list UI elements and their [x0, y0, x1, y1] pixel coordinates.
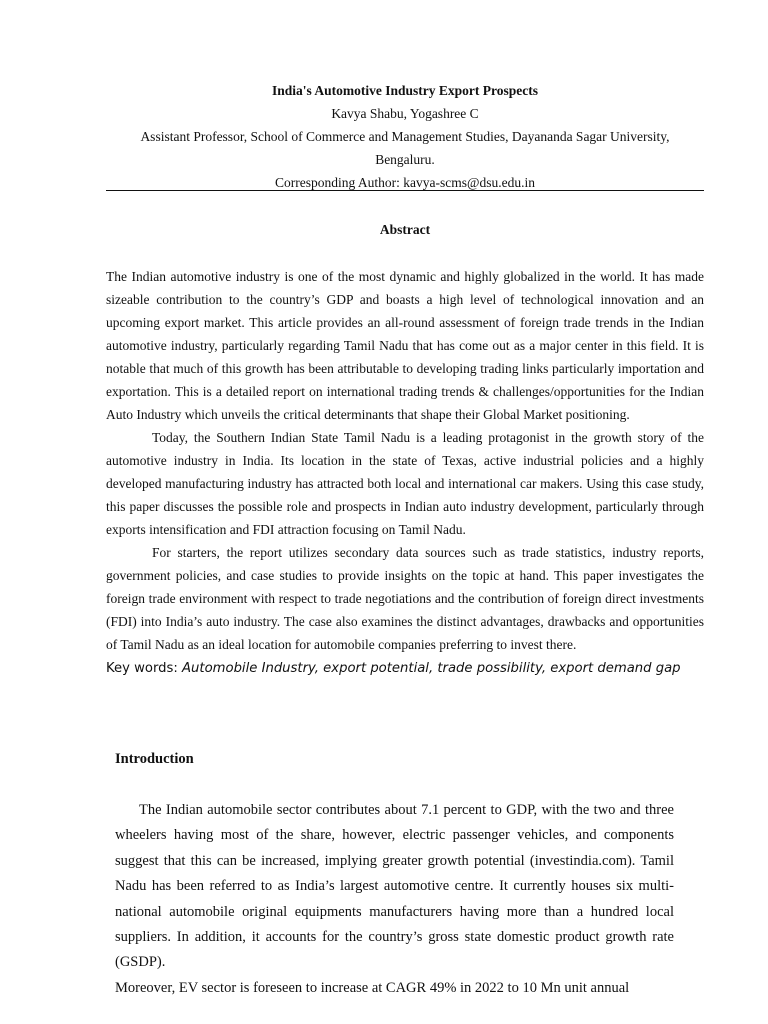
abstract-paragraph: Today, the Southern Indian State Tamil Nadu is a leading protagonist in the growth story of the automotive industry in India. Its location in the state of Texas, active industrial policies and a highly developed manufacturing industry has attracted both local and international car makers. Using this case study, this paper discusses the possible role and prospects in Indian auto industry development, particularly through exports intensification and FDI attraction focusing on Tamil Nadu.	[106, 430, 704, 537]
keywords-list: Automobile Industry, export potential, trade possibility, export demand gap	[182, 661, 681, 676]
abstract-heading: Abstract	[379, 222, 431, 237]
author-affiliation: Assistant Professor, School of Commerce and Management Studies, Dayananda Sagar University,	[140, 129, 670, 144]
introduction-paragraph: The Indian automobile sector contributes about 7.1 percent to GDP, with the two and three wheelers having most of the share, however, electric passenger vehicles, and components suggest that this can be increased, implying greater growth potential (investindia.com). Tamil Nadu has been referred to as India’s largest automotive centre. It currently houses six multi-national automobile original equipments manufacturers having more than a hundred local suppliers. In addition, it accounts for the country’s gross state domestic product growth rate (GSDP).	[115, 802, 674, 971]
abstract-paragraph: The Indian automotive industry is one of the most dynamic and highly globalized in the world. It has made sizeable contribution to the country’s GDP and boasts a high level of technological innovation and an upcoming export market. This article provides an all-round assessment of foreign trade trends in the Indian automotive industry, particularly regarding Tamil Nadu that has come out as a major center in this field. It is notable that much of this growth has been attributable to developing trading links particularly importation and exportation. This is a detailed report on international trading trends & challenges/opportunities for the Indian Auto Industry which unveils the critical determinants that shape their Global Market positioning.	[106, 269, 704, 422]
author-affiliation-city: Bengaluru.	[375, 152, 435, 167]
introduction-paragraph: Moreover, EV sector is foreseen to increase at CAGR 49% in 2022 to 10 Mn unit annual	[115, 979, 630, 996]
keywords-label: Key words:	[106, 661, 183, 676]
paper-title: India's Automotive Industry Export Prospects	[271, 83, 539, 98]
corresponding-author: Corresponding Author: kavya-scms@dsu.edu.in	[275, 175, 535, 190]
introduction-heading: Introduction	[115, 751, 194, 767]
abstract-body	[106, 265, 704, 680]
keywords-line	[106, 657, 704, 680]
introduction-body	[115, 798, 674, 1001]
header-divider	[106, 190, 704, 191]
abstract-paragraph: For starters, the report utilizes secondary data sources such as trade statistics, industry reports, government policies, and case studies to provide insights on the topic at hand. This paper investigates the foreign trade environment with respect to trade negotiations and the contribution of foreign direct investments (FDI) into India’s auto industry. The case also examines the distinct advantages, drawbacks and opportunities of Tamil Nadu as an ideal location for automobile companies preferring to invest there.	[106, 545, 704, 652]
paper-authors: Kavya Shabu, Yogashree C	[331, 106, 479, 121]
paper-header	[106, 79, 704, 194]
